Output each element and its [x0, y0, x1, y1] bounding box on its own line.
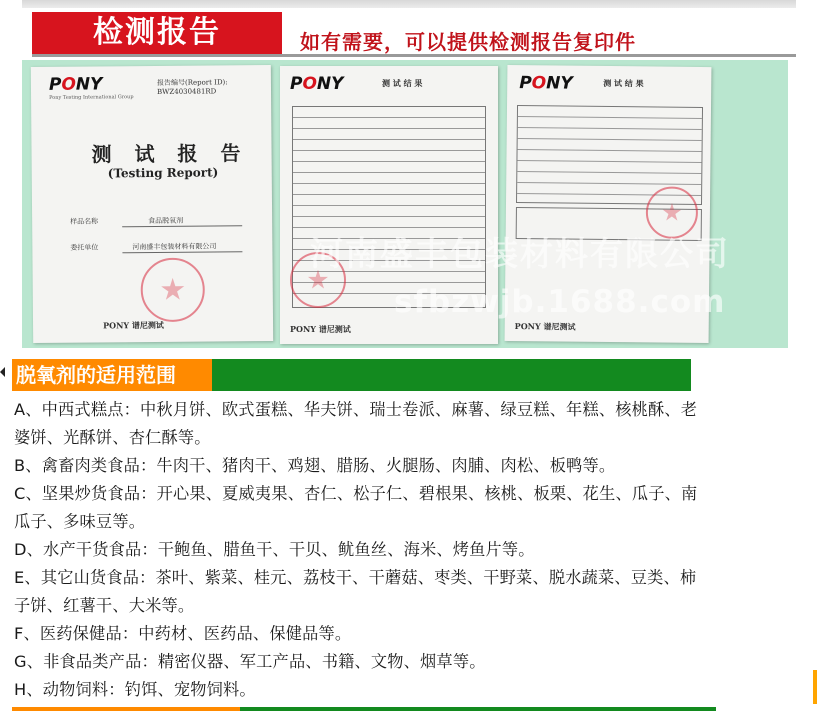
- report-cover-subtitle: (Testing Report): [107, 165, 219, 181]
- report-banner: [22, 0, 796, 60]
- sample-value: 食品脱氧剂: [148, 216, 184, 226]
- list-item: 婆饼、光酥饼、杏仁酥等。: [14, 428, 211, 447]
- test-report-images: [22, 60, 788, 348]
- banner-divider: [32, 54, 796, 57]
- report-results-image-1: PONY 测 试 结 果 PONY 谱尼测试: [280, 66, 498, 344]
- banner-title: 检测报告: [32, 12, 282, 54]
- list-item: 子饼、红薯干、大米等。: [14, 596, 195, 615]
- application-list: [14, 396, 806, 704]
- sample-label: 样品名称: [70, 217, 99, 226]
- report-cover-title: 测 试 报 告: [91, 141, 249, 167]
- side-accent-bar: [813, 670, 817, 704]
- results-heading: 测 试 结 果: [603, 77, 644, 89]
- section-title: 脱氧剂的适用范围: [12, 359, 212, 391]
- report-results-image-2: PONY 测 试 结 果 PONY 谱尼测试: [505, 65, 712, 343]
- banner-note: 如有需要，可以提供检测报告复印件: [300, 30, 636, 54]
- report-cover-image: PONY Pony Testing International Group 报告编号(Report ID): BWZ4030481RD 测 试 报 告 (Testing Report) 样品名称 食品脱氧剂 委托单位 河南盛丰包装材料有限公司 PONY 谱尼测试: [31, 65, 273, 343]
- results-heading: 测 试 结 果: [382, 78, 423, 88]
- company-watermark: 河南盛丰包装材料有限公司: [310, 234, 730, 273]
- banner-top-strip: [22, 0, 796, 8]
- list-item: A、中西式糕点：中秋月饼、欧式蛋糕、华夫饼、瑞士卷派、麻薯、绿豆糕、年糕、核桃酥、老: [14, 400, 698, 419]
- list-item: H、动物饲料：钓饵、宠物饲料。: [14, 680, 256, 699]
- list-item: E、其它山货食品：茶叶、紫菜、桂元、荔枝干、干蘑菇、枣类、干野菜、脱水蔬菜、豆类、柿: [14, 568, 697, 587]
- red-seal: [140, 258, 205, 323]
- section-header: [12, 359, 691, 391]
- list-item: F、医药保健品：中药材、医药品、保健品等。: [14, 624, 352, 643]
- list-item: D、水产干货食品：干鲍鱼、腊鱼干、干贝、鱿鱼丝、海米、烤鱼片等。: [14, 540, 535, 559]
- bottom-divider: [12, 707, 716, 711]
- client-value: 河南盛丰包装材料有限公司: [132, 242, 217, 252]
- cover-footer-brand: PONY 谱尼测试: [103, 319, 164, 331]
- list-item: 瓜子、多味豆等。: [14, 512, 146, 531]
- list-item: G、非食品类产品：精密仪器、军工产品、书籍、文物、烟草等。: [14, 652, 486, 671]
- client-label: 委托单位: [70, 243, 99, 252]
- list-item: B、禽畜肉类食品：牛肉干、猪肉干、鸡翅、腊肠、火腿肠、肉脯、肉松、板鸭等。: [14, 456, 616, 475]
- left-arrow-icon: [0, 367, 5, 377]
- pony-logo: PONY: [48, 74, 103, 95]
- list-item: C、坚果炒货食品：开心果、夏威夷果、杏仁、松子仁、碧根果、核桃、板栗、花生、瓜子、南: [14, 484, 698, 503]
- url-watermark: sfbzwjb.1688.com: [394, 284, 726, 320]
